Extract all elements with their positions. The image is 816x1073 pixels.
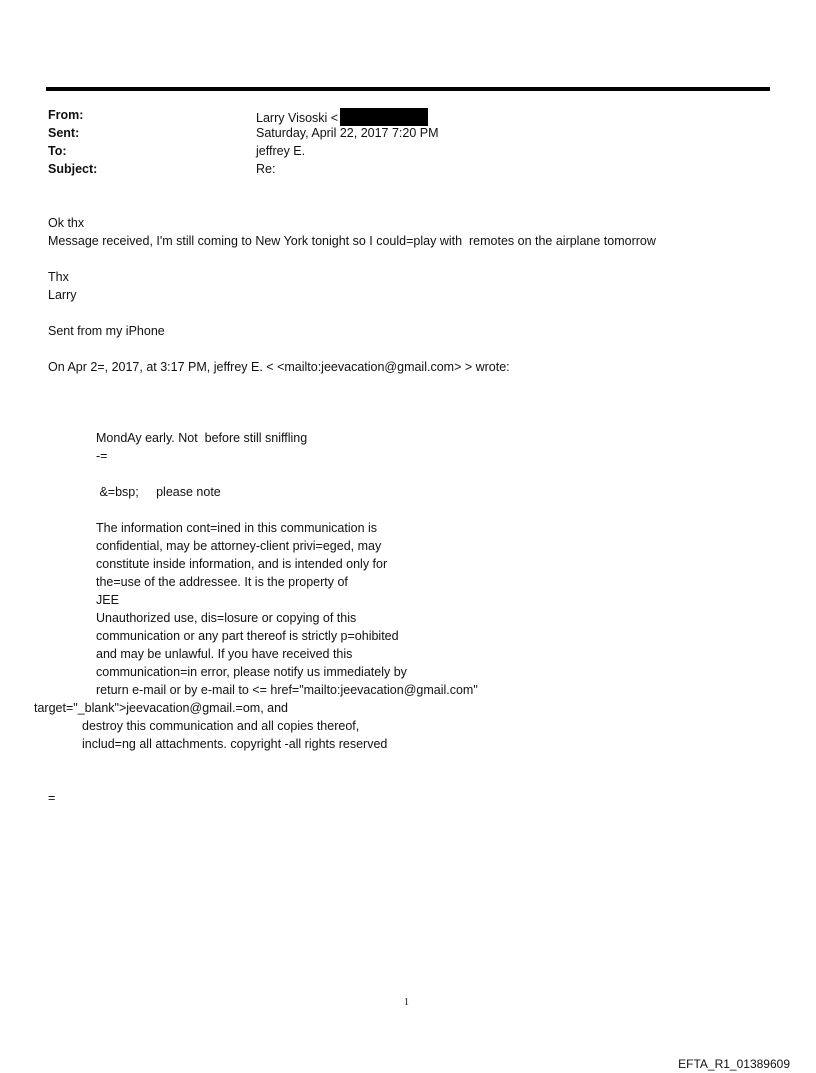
document-id: EFTA_R1_01389609 bbox=[678, 1057, 790, 1071]
body-line: Ok thx bbox=[48, 216, 85, 230]
to-value: jeffrey E. bbox=[256, 144, 306, 158]
quoted-line: confidential, may be attorney-client privi=eged, may bbox=[96, 539, 382, 553]
from-label: From: bbox=[48, 108, 84, 122]
from-value bbox=[256, 108, 428, 126]
quoted-line: The information cont=ined in this communication is bbox=[96, 521, 378, 535]
quoted-line: constitute inside information, and is intended only for bbox=[96, 557, 388, 571]
quoted-line: Unauthorized use, dis=losure or copying of this bbox=[96, 611, 357, 625]
quoted-line: -= bbox=[96, 449, 108, 463]
quote-attribution: On Apr 2=, 2017, at 3:17 PM, jeffrey E. < <mailto:jeevacation@gmail.com> > wrote: bbox=[48, 360, 510, 374]
trailer-text: = bbox=[48, 791, 56, 805]
to-label: To: bbox=[48, 144, 67, 158]
subject-value: Re: bbox=[256, 162, 276, 176]
sent-label: Sent: bbox=[48, 126, 80, 140]
signature-line: Sent from my iPhone bbox=[48, 324, 165, 338]
quoted-line: &=bsp; please note bbox=[96, 485, 221, 499]
quoted-line: MondAy early. Not before still sniffling bbox=[96, 431, 308, 445]
body-line: Thx bbox=[48, 270, 69, 284]
subject-label: Subject: bbox=[48, 162, 98, 176]
page-number: 1 bbox=[404, 997, 409, 1008]
quoted-line: communication=in error, please notify us immediately by bbox=[96, 665, 407, 679]
quoted-line: destroy this communication and all copies thereof, bbox=[82, 719, 360, 733]
quoted-line: target="_blank">jeevacation@gmail.=om, and bbox=[34, 701, 289, 715]
quoted-line: JEE bbox=[96, 593, 119, 607]
sent-value: Saturday, April 22, 2017 7:20 PM bbox=[256, 126, 439, 140]
from-name: Larry Visoski < bbox=[256, 111, 339, 125]
header-rule bbox=[46, 87, 770, 91]
body-line: Larry bbox=[48, 288, 77, 302]
redaction-box bbox=[340, 108, 428, 126]
body-line: Message received, I'm still coming to New York tonight so I could=play with remotes on the airplane tomorrow bbox=[48, 234, 656, 248]
quoted-line: return e-mail or by e-mail to <= href="mailto:jeevacation@gmail.com" bbox=[96, 683, 478, 697]
quoted-line: and may be unlawful. If you have received this bbox=[96, 647, 353, 661]
quoted-line: the=use of the addressee. It is the property of bbox=[96, 575, 348, 589]
quoted-line: includ=ng all attachments. copyright -all rights reserved bbox=[82, 737, 388, 751]
quoted-line: communication or any part thereof is strictly p=ohibited bbox=[96, 629, 399, 643]
